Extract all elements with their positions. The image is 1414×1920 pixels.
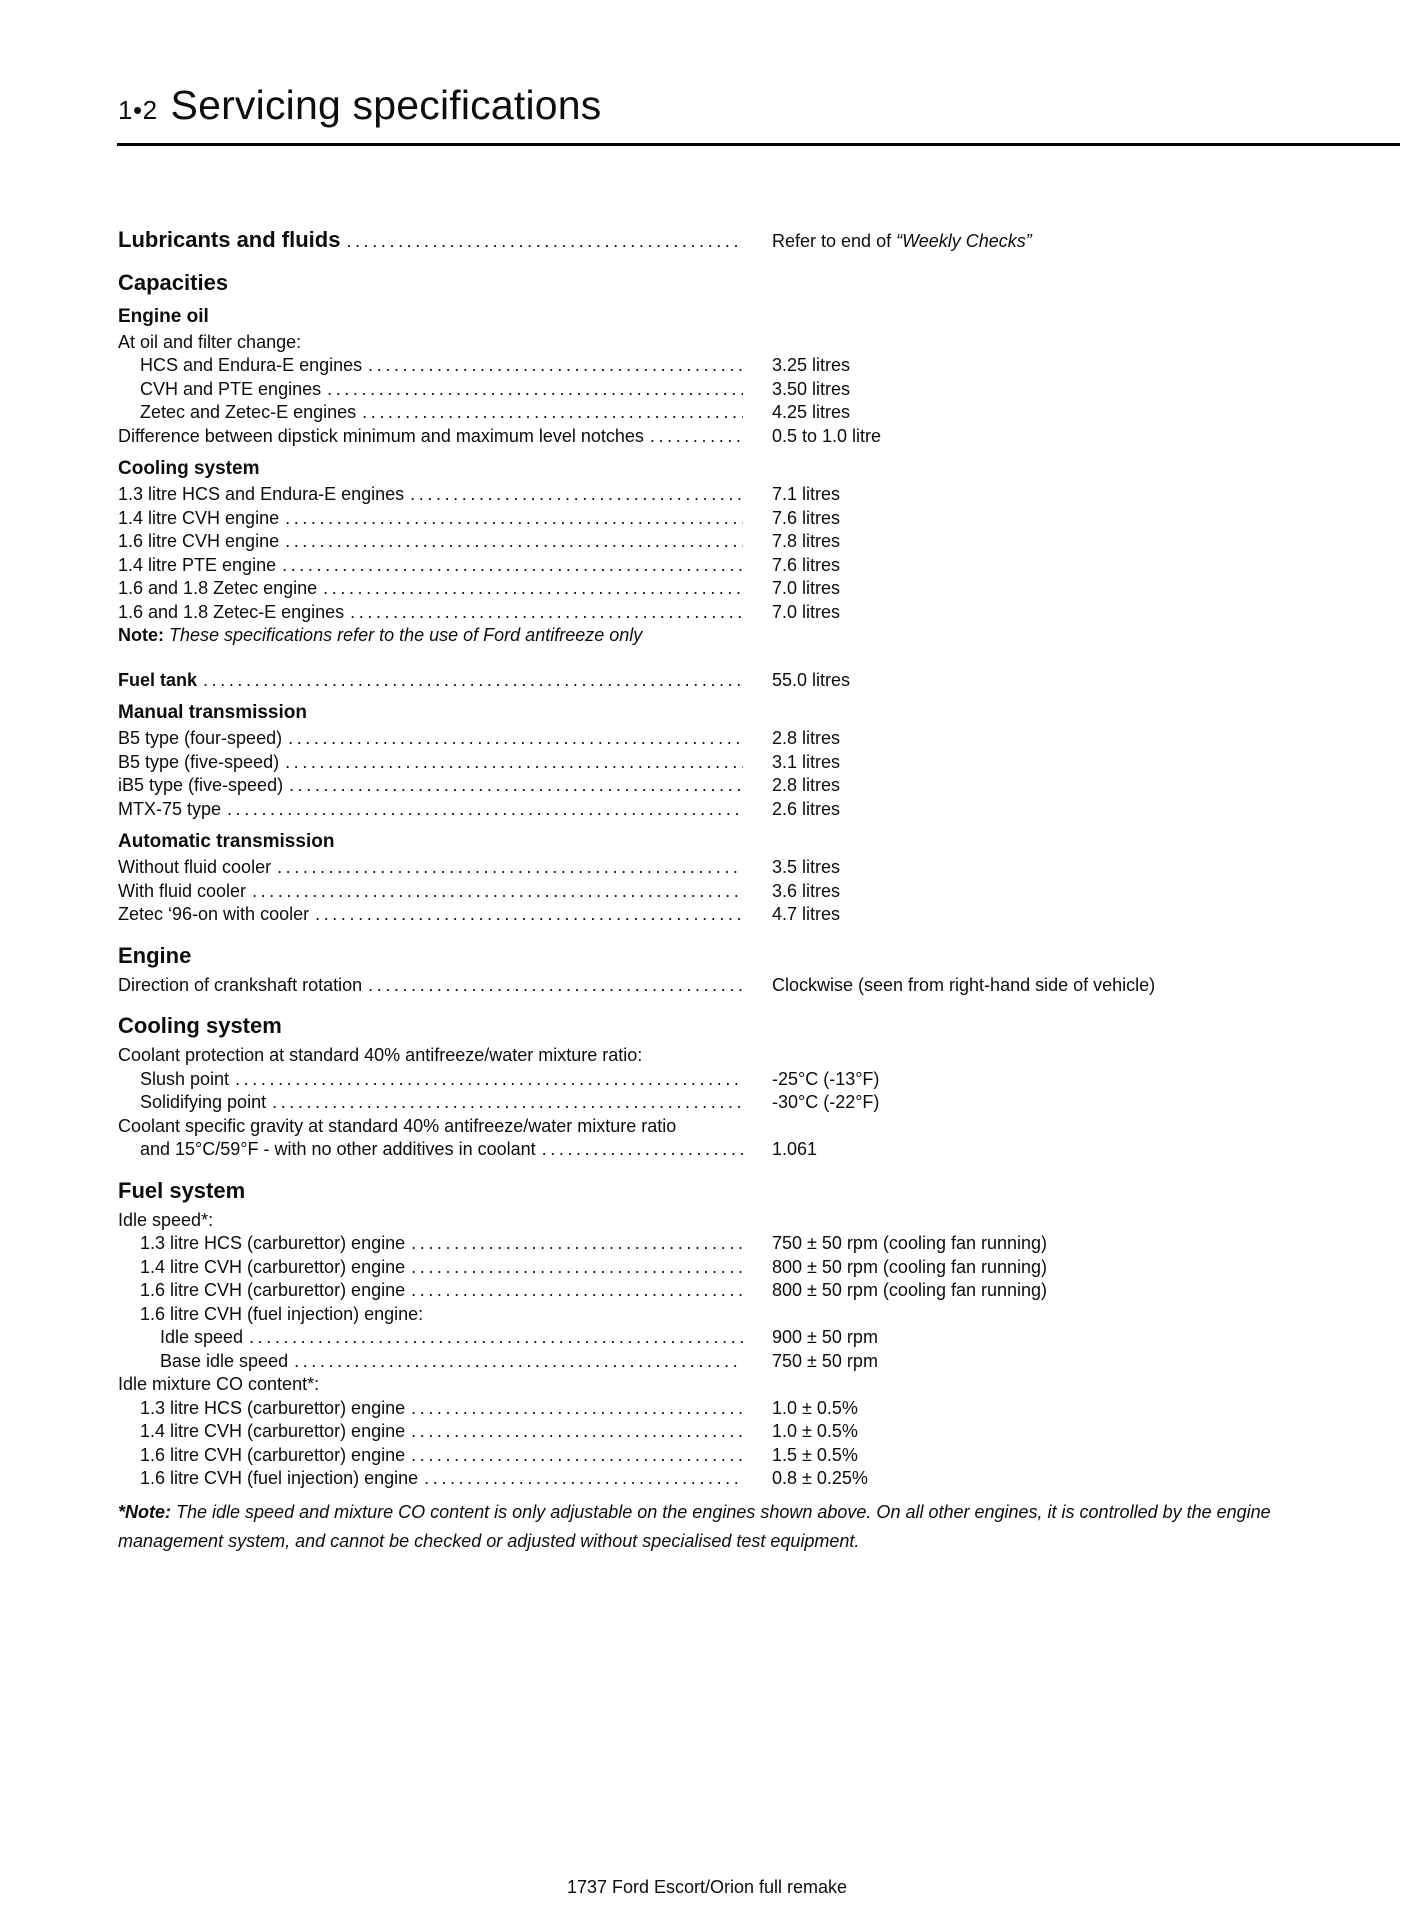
spec-label: Coolant specific gravity at standard 40% antifreeze/water mixture ratio [118,1115,677,1136]
section-heading: Capacities [118,269,229,295]
spec-leader [118,856,772,880]
spec-label: 1.3 litre HCS and Endura-E engines [118,484,405,504]
spec-row [118,1091,1398,1115]
spec-value [772,230,1398,254]
spec-value: 2.8 litres [772,775,841,795]
spec-leader [118,601,772,625]
spec-row [118,856,1398,880]
dot-leader [362,401,743,425]
spec-row [118,577,1398,601]
dot-leader [411,1420,743,1444]
spec-leader [118,425,772,449]
spec-label: Difference between dipstick minimum and maximum level notches [118,425,644,446]
spec-label: At oil and filter change: [118,331,302,352]
spec-leader [118,974,772,998]
spec-value: 4.7 litres [772,904,841,924]
spec-row [118,903,1398,927]
spec-leader [118,669,772,693]
spec-value: 750 ± 50 rpm [772,1350,878,1371]
dot-leader [285,751,743,775]
section-heading: Fuel system [118,1177,246,1203]
spec-value: 2.8 litres [772,728,841,748]
dot-leader [323,577,743,601]
section-heading: Manual transmission [118,702,307,723]
dot-leader [282,554,743,578]
spec-row [118,1279,1398,1303]
specifications-content [118,228,1398,1556]
spec-row [118,1326,1398,1350]
spec-row [118,401,1398,425]
spec-label: 1.3 litre HCS (carburettor) engine [140,1233,406,1253]
spec-row [118,378,1398,402]
spec-row [118,331,1398,355]
spec-label: Solidifying point [140,1092,267,1112]
dot-leader [277,856,743,880]
spec-row [118,1444,1398,1468]
dot-leader [289,774,743,798]
spec-leader [118,798,772,822]
spec-leader [118,1373,1398,1397]
dot-leader [411,1232,743,1256]
spec-row [118,974,1398,998]
dot-leader [411,1256,743,1280]
dot-leader [411,1444,743,1468]
spec-row [118,880,1398,904]
dot-leader [327,378,743,402]
spec-label: 1.4 litre PTE engine [118,554,277,575]
spec-label: With fluid cooler [118,880,247,901]
spec-row [118,530,1398,554]
footnote-label: *Note: [118,1501,171,1522]
spec-row [118,425,1398,449]
spec-row [118,1397,1398,1421]
dot-leader [315,903,743,927]
footnote-line2: management system, and cannot be checked or adjusted without specialised test equipment. [118,1530,860,1551]
dot-leader [368,974,743,998]
dot-leader [350,601,743,625]
lubricants-row [118,228,1398,254]
spec-row [118,1256,1398,1280]
spec-label: Fuel tank [118,669,198,690]
spec-leader [118,774,772,798]
dot-leader [424,1467,743,1491]
spec-leader [118,378,772,402]
spec-leader [118,1138,772,1162]
spec-value: 7.6 litres [772,507,841,528]
spec-label: Without fluid cooler [118,857,272,877]
spec-row [118,669,1398,693]
dot-leader [249,1326,743,1350]
section-heading: Engine oil [118,305,209,327]
spec-label: MTX-75 type [118,798,222,819]
spec-value: 1.0 ± 0.5% [772,1397,858,1418]
spec-row [118,727,1398,751]
spec-value: 900 ± 50 rpm [772,1327,878,1347]
spec-row [118,1303,1398,1327]
dot-leader [203,669,743,693]
spec-row [118,751,1398,775]
spec-row [118,1138,1398,1162]
spec-row [118,1209,1398,1233]
spec-leader [118,507,772,531]
spec-label: B5 type (five-speed) [118,751,280,772]
page-header [118,82,601,129]
spec-leader [118,483,772,507]
spec-row [118,1068,1398,1092]
dot-leader [235,1068,743,1092]
note [118,624,1398,648]
spec-row [118,554,1398,578]
spec-value: Clockwise (seen from right-hand side of vehicle) [772,974,1156,995]
spec-value: 3.5 litres [772,857,841,877]
spec-row [118,354,1398,378]
spec-label: HCS and Endura-E engines [140,355,363,375]
dot-leader [285,507,743,531]
spec-value: 750 ± 50 rpm (cooling fan running) [772,1233,1048,1253]
spec-leader [118,1091,772,1115]
spec-label: 1.6 litre CVH (carburettor) engine [140,1444,406,1465]
header-rule [117,143,1400,146]
spec-value: 55.0 litres [772,669,851,690]
value-italic-text: “Weekly Checks” [896,231,1032,251]
spec-value: 1.061 [772,1139,818,1159]
spec-label: Slush point [140,1068,230,1089]
page-title: Servicing specifications [170,82,602,128]
spec-row [118,1232,1398,1256]
spec-row [118,601,1398,625]
spec-value: -25°C (-13°F) [772,1068,880,1089]
spec-label: 1.6 litre CVH (fuel injection) engine [140,1468,419,1488]
spec-label: 1.6 and 1.8 Zetec-E engines [118,601,345,622]
spec-leader [118,1068,772,1092]
dot-leader [294,1350,743,1374]
spec-leader [118,1279,772,1303]
section-heading: Automatic transmission [118,831,335,852]
spec-leader [118,1303,1398,1327]
spec-value: -30°C (-22°F) [772,1092,880,1112]
spec-leader [118,903,772,927]
spec-leader [118,1232,772,1256]
spec-value: 800 ± 50 rpm (cooling fan running) [772,1280,1048,1300]
spec-leader [118,1467,772,1491]
spec-value: 3.50 litres [772,378,851,399]
note-text: These specifications refer to the use of Ford antifreeze only [164,625,643,645]
dot-leader [368,354,743,378]
spec-leader [118,880,772,904]
spec-leader [118,577,772,601]
page-number: 1•2 [118,95,158,125]
dot-leader [272,1091,743,1115]
spec-row [118,774,1398,798]
spec-value: 7.0 litres [772,578,841,598]
spec-label: 1.6 and 1.8 Zetec engine [118,578,318,598]
spec-row [118,1373,1398,1397]
spec-leader [118,1209,1398,1233]
section-heading: Cooling system [118,1013,282,1038]
spec-value: 3.25 litres [772,355,851,375]
spec-leader [118,228,772,254]
spec-label: 1.4 litre CVH (carburettor) engine [140,1421,406,1441]
page-footer: 1737 Ford Escort/Orion full remake [566,1877,848,1897]
spec-label: CVH and PTE engines [140,378,322,399]
spec-label: iB5 type (five-speed) [118,775,284,795]
spec-label: 1.6 litre CVH (fuel injection) engine: [140,1303,424,1324]
dot-leader [252,880,743,904]
spec-row [118,1467,1398,1491]
spec-row [118,1420,1398,1444]
spec-leader [118,331,1398,355]
dot-leader [650,425,743,449]
dot-leader [227,798,743,822]
spec-label: Direction of crankshaft rotation [118,974,363,995]
note-label: Note: [118,625,164,645]
section-heading: Cooling system [118,458,260,479]
spec-label: Coolant protection at standard 40% antifreeze/water mixture ratio: [118,1045,643,1065]
spec-value: 1.0 ± 0.5% [772,1421,858,1441]
dot-leader [410,483,743,507]
spec-leader [118,727,772,751]
spec-leader [118,354,772,378]
spec-value: 1.5 ± 0.5% [772,1444,858,1465]
spec-row [118,507,1398,531]
spec-label: Zetec ‘96-on with cooler [118,904,310,924]
spec-value: 7.8 litres [772,531,841,551]
spec-leader [118,1397,772,1421]
spec-label: and 15°C/59°F - with no other additives in coolant [140,1139,536,1159]
spec-row [118,483,1398,507]
spec-label: Idle mixture CO content*: [118,1374,320,1394]
spec-leader [118,1444,772,1468]
spec-value: 4.25 litres [772,402,851,422]
spec-leader [118,401,772,425]
spec-leader [118,751,772,775]
spec-row [118,798,1398,822]
spec-value: 0.8 ± 0.25% [772,1468,868,1488]
spec-row [118,1115,1398,1139]
spec-label: Idle speed*: [118,1209,214,1230]
spec-label: B5 type (four-speed) [118,728,283,748]
spec-label: Idle speed [160,1327,244,1347]
spec-value: 3.1 litres [772,751,841,772]
spec-value: 7.0 litres [772,601,841,622]
dot-leader [346,230,743,254]
section-heading: Engine [118,942,192,968]
spec-leader [118,1044,1398,1068]
spec-leader [118,554,772,578]
value-text: Refer to end of [772,231,897,251]
spec-leader [118,1256,772,1280]
spec-value: 3.6 litres [772,880,841,901]
dot-leader [288,727,743,751]
spec-value: 7.1 litres [772,484,841,504]
spec-label: 1.3 litre HCS (carburettor) engine [140,1397,406,1418]
spec-leader [118,1326,772,1350]
spec-label: 1.6 litre CVH engine [118,531,280,551]
spec-label: 1.6 litre CVH (carburettor) engine [140,1280,406,1300]
spec-leader [118,530,772,554]
spec-value: 2.6 litres [772,798,841,819]
spec-value: 0.5 to 1.0 litre [772,425,882,446]
footnote-line1: The idle speed and mixture CO content is only adjustable on the engines shown above. On all other engines, it is controlled by the engine [171,1501,1271,1522]
spec-value: 7.6 litres [772,554,841,575]
spec-row [118,1350,1398,1374]
spec-label: 1.4 litre CVH engine [118,507,280,528]
dot-leader [411,1397,743,1421]
spec-label: Zetec and Zetec-E engines [140,402,357,422]
dot-leader [542,1138,743,1162]
dot-leader [411,1279,743,1303]
spec-value: 800 ± 50 rpm (cooling fan running) [772,1256,1048,1277]
spec-leader [118,1350,772,1374]
spec-leader [118,1420,772,1444]
spec-label: Base idle speed [160,1350,289,1371]
spec-label: 1.4 litre CVH (carburettor) engine [140,1256,406,1277]
dot-leader [285,530,743,554]
spec-row [118,1044,1398,1068]
spec-label: Lubricants and fluids [118,228,341,252]
footnote [118,1498,1398,1556]
spec-leader [118,1115,1398,1139]
